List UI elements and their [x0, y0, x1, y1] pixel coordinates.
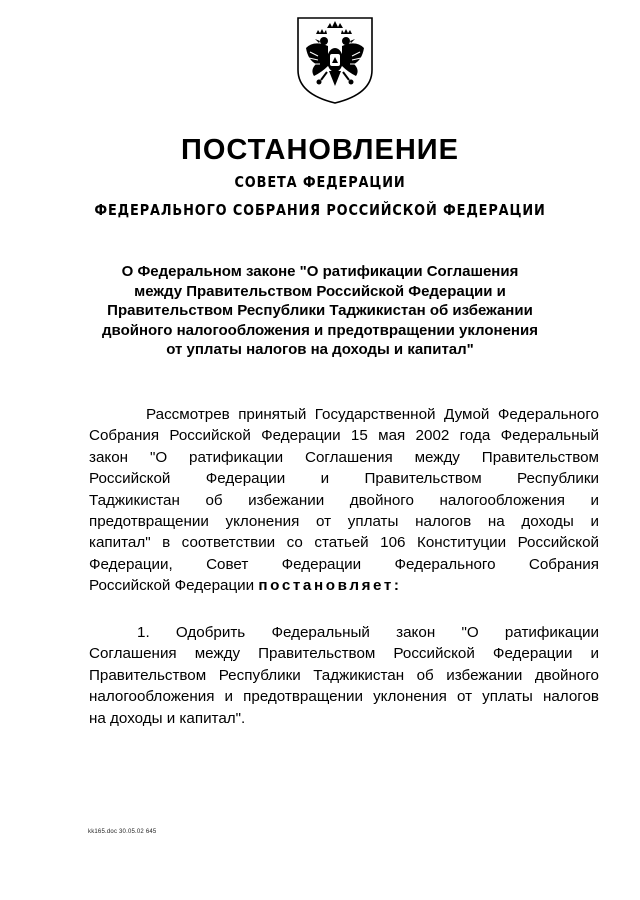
- paragraph-line: Российской Федерации и Правительством Республики: [89, 470, 599, 488]
- paragraph-line-text: Российской Федерации: [89, 577, 259, 595]
- item-line: Соглашения между Правительством Российской Федерации и: [89, 645, 599, 663]
- issuing-body-line-2: ФЕДЕРАЛЬНОГО СОБРАНИЯ РОССИЙСКОЙ ФЕДЕРАЦИИ: [94, 201, 546, 219]
- item-line: на доходы и капитал".: [89, 709, 246, 727]
- resolves-word: постановляет:: [258, 577, 402, 595]
- subject-line: двойного налогообложения и предотвращении уклонения: [102, 321, 538, 339]
- paragraph-line: Таджикистан об избежании двойного налогообложения и: [89, 491, 599, 509]
- preamble-paragraph: [89, 404, 599, 597]
- subject-line: Правительством Республики Таджикистан об избежании: [107, 302, 533, 319]
- paragraph-last-line: [89, 575, 599, 596]
- paragraph-line: капитал" в соответствии со статьей 106 Конституции Российской: [89, 534, 599, 552]
- paragraph-line: Федерации, Совет Федерации Федерального Собрания: [89, 555, 599, 573]
- resolution-item-1: [89, 622, 599, 729]
- subject-line: между Правительством Российской Федерации и: [134, 282, 506, 300]
- coat-of-arms-icon: [294, 14, 376, 106]
- paragraph-line: Собрания Российской Федерации 15 мая 2002 года Федеральный: [89, 427, 599, 445]
- file-reference-footer: kk165.doc 30.05.02 645: [88, 829, 157, 835]
- paragraph-line: закон "О ратификации Соглашения между Правительством: [89, 448, 599, 466]
- item-line: 1. Одобрить Федеральный закон "О ратификации: [137, 624, 599, 641]
- subject-line: от уплаты налогов на доходы и капитал": [166, 341, 474, 358]
- paragraph-line: Рассмотрев принятый Государственной Думой Федерального: [146, 406, 599, 423]
- page-title: ПОСТАНОВЛЕНИЕ: [181, 134, 459, 166]
- item-line: налогообложения и предотвращении уклонения от уплаты налогов: [89, 688, 599, 706]
- item-line: Правительством Республики Таджикистан об избежании двойного: [89, 666, 599, 684]
- subject-line: О Федеральном законе "О ратификации Соглашения: [121, 263, 519, 280]
- document-subject: [100, 262, 540, 360]
- issuing-body-line-1: СОВЕТА ФЕДЕРАЦИИ: [234, 173, 406, 191]
- paragraph-line: предотвращении уклонения от уплаты налогов на доходы и: [89, 513, 599, 531]
